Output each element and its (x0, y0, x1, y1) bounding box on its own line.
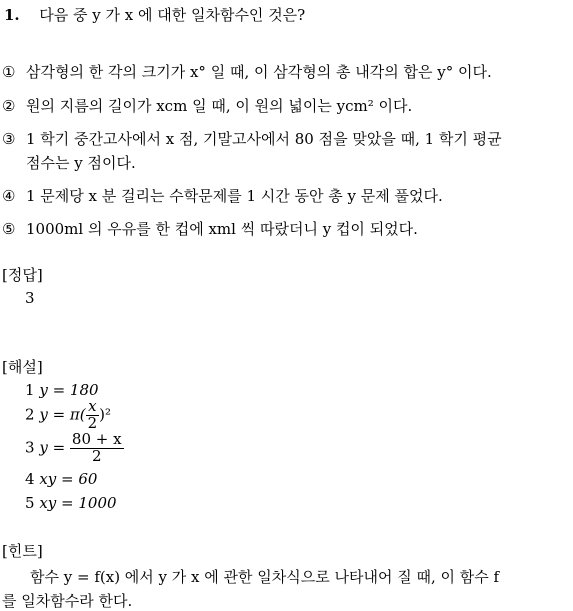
choice-1 (2, 61, 492, 82)
explanation-equation: xy = 1000 (39, 494, 117, 512)
fraction-denominator: 2 (70, 448, 124, 465)
explanation-line-3 (25, 432, 124, 465)
choice-mark-5: ⑤ (2, 220, 16, 238)
choice-4 (2, 185, 443, 206)
choice-mark-2: ② (2, 97, 16, 115)
choice-text-2: 원의 지름의 길이가 xcm 일 때, 이 원의 넓이는 ycm² 이다. (26, 97, 413, 115)
choice-text-3-line2: 점수는 y 점이다. (26, 154, 136, 172)
explanation-line-5 (25, 494, 117, 512)
explanation-line-number: 3 (25, 438, 35, 457)
question-stem: 다음 중 y 가 x 에 대한 일차함수인 것은? (39, 6, 306, 24)
explanation-line-number: 2 (25, 405, 35, 424)
choice-3-continued (26, 152, 136, 173)
explanation-line-4 (25, 470, 97, 488)
explanation-line-number: 4 (25, 470, 35, 488)
question-stem-row (4, 4, 305, 25)
explanation-line-2 (25, 399, 111, 432)
hint-label: [힌트] (2, 542, 43, 560)
choice-3 (2, 128, 502, 149)
answer-label: [정답] (2, 266, 43, 284)
explanation-label: [해설] (2, 358, 43, 376)
fraction-numerator: 80 + x (71, 430, 122, 448)
choice-text-4: 1 문제당 x 분 걸리는 수학문제를 1 시간 동안 총 y 문제 풀었다. (26, 187, 443, 205)
answer-value: 3 (25, 289, 35, 307)
explanation-equation-lhs: y = (39, 438, 66, 457)
explanation-equation-lhs: y = π( (39, 405, 86, 424)
fraction-denominator: 2 (87, 413, 98, 432)
explanation-equation: y = 180 (39, 381, 99, 399)
choice-text-5: 1000ml 의 우유를 한 컵에 xml 씩 따랐더니 y 컵이 되었다. (26, 220, 418, 238)
hint-line-2: 를 일차함수라 한다. (2, 592, 133, 610)
explanation-line-number: 5 (25, 494, 35, 512)
explanation-line-number: 1 (25, 381, 35, 399)
choice-text-1: 삼각형의 한 각의 크기가 x° 일 때, 이 삼각형의 총 내각의 합은 y° 이다. (26, 63, 492, 81)
fraction (70, 432, 124, 465)
fraction-numerator: x (88, 397, 97, 415)
choice-mark-3: ③ (2, 130, 16, 148)
explanation-equation: xy = 60 (39, 470, 98, 488)
choice-text-3-line1: 1 학기 중간고사에서 x 점, 기말고사에서 80 점을 맞았을 때, 1 학기 평균 (26, 130, 502, 148)
hint-line-1: 함수 y = f(x) 에서 y 가 x 에 관한 일차식으로 나타내어 질 때, 이 함수 f (30, 568, 500, 586)
fraction (86, 399, 100, 432)
choice-mark-4: ④ (2, 187, 16, 205)
question-number: 1. (4, 6, 20, 24)
choice-2 (2, 95, 412, 116)
explanation-equation-rhs: )² (99, 405, 112, 424)
choice-mark-1: ① (2, 63, 16, 81)
choice-5 (2, 218, 418, 239)
